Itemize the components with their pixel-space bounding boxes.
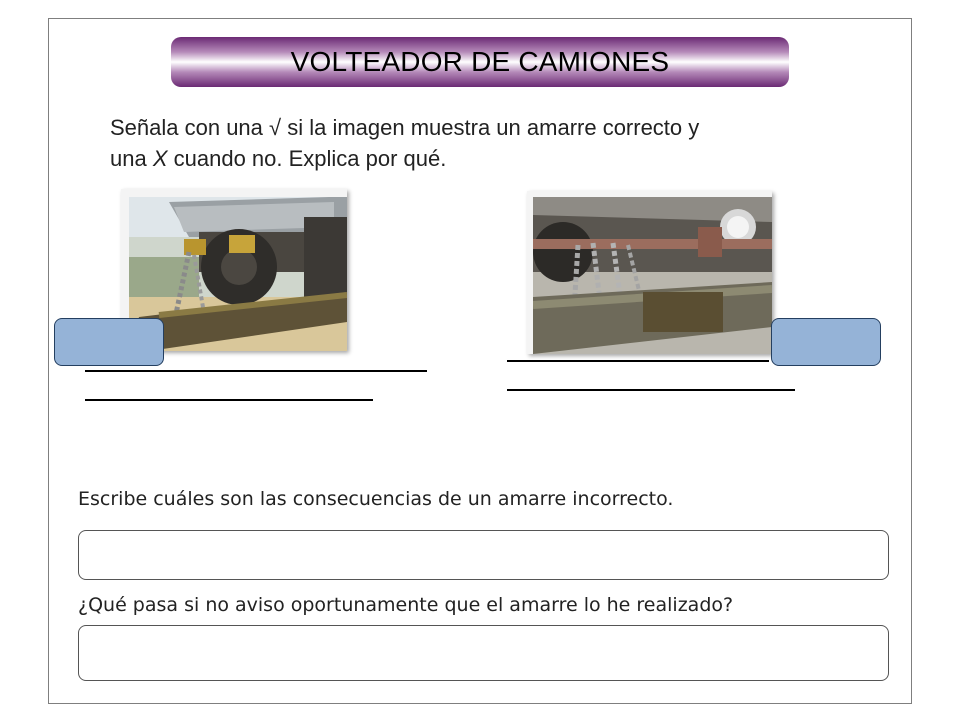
answer-textbox-1[interactable]: [78, 530, 889, 580]
instruction-text: [110, 112, 870, 174]
truck-chain-photo-right-image: [533, 197, 772, 354]
answer-textbox-2[interactable]: [78, 625, 889, 681]
instruction-part-4: cuando no. Explica por qué.: [167, 146, 447, 171]
x-mark-symbol: X: [152, 146, 168, 171]
answer-box-left[interactable]: [54, 318, 164, 366]
explanation-line-right-1[interactable]: [507, 360, 769, 362]
explanation-line-left-2[interactable]: [85, 399, 373, 401]
explanation-line-right-2[interactable]: [507, 389, 795, 391]
page-title: VOLTEADOR DE CAMIONES: [290, 46, 670, 77]
instruction-part-1: Señala con una: [110, 115, 270, 140]
check-mark-symbol: √: [269, 115, 282, 140]
question-2: ¿Qué pasa si no aviso oportunamente que el amarre lo he realizado?: [78, 594, 734, 616]
explanation-line-left-1[interactable]: [85, 370, 427, 372]
instruction-part-3: una: [110, 146, 153, 171]
instruction-part-2: si la imagen muestra un amarre correcto y: [281, 115, 700, 140]
answer-box-right[interactable]: [771, 318, 881, 366]
question-1: Escribe cuáles son las consecuencias de un amarre incorrecto.: [78, 488, 674, 510]
truck-chain-photo-right: [527, 191, 772, 354]
title-banner: [171, 37, 789, 87]
